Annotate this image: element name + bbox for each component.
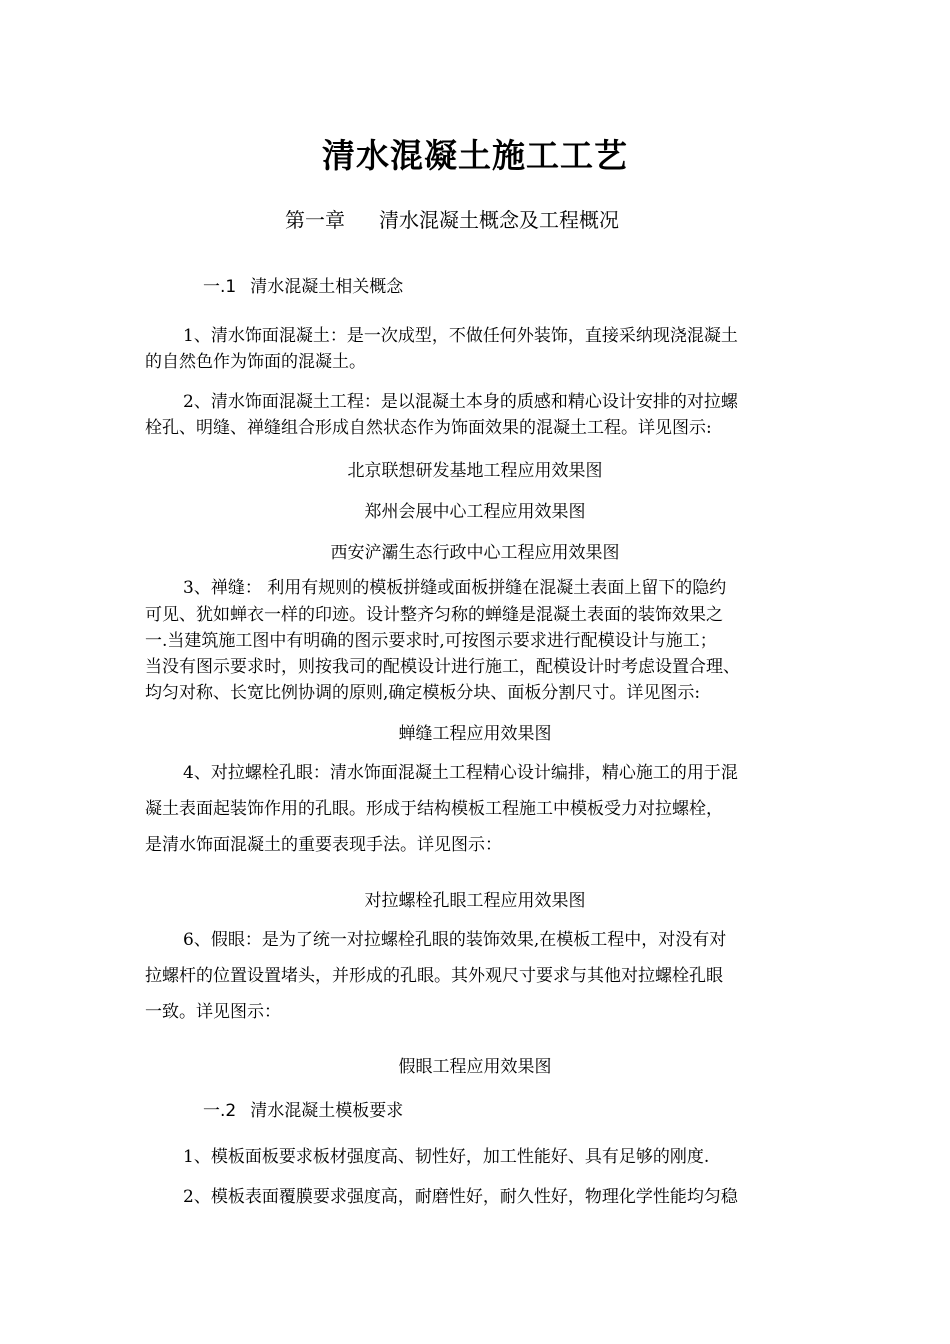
requirement-2: 2、模板表面覆膜要求强度高，耐磨性好，耐久性好，物理化学性能均匀稳 — [183, 1187, 738, 1207]
chapter-heading — [285, 204, 619, 233]
figure-caption-beijing: 北京联想研发基地工程应用效果图 — [347, 461, 603, 481]
paragraph-3-line-1: 3、禅缝： 利用有规则的模板拼缝或面板拼缝在混凝土表面上留下的隐约 — [183, 578, 727, 598]
figure-caption-fake-eye: 假眼工程应用效果图 — [398, 1057, 552, 1077]
paragraph-1-line-1: 1、清水饰面混凝土：是一次成型，不做任何外装饰，直接采纳现浇混凝土 — [183, 326, 738, 346]
paragraph-3-line-4: 当没有图示要求时，则按我司的配模设计进行施工，配模设计时考虑设置合理、 — [145, 657, 740, 677]
figure-caption-chanfeng: 蝉缝工程应用效果图 — [398, 724, 552, 744]
paragraph-6-line-1: 6、假眼：是为了统一对拉螺栓孔眼的装饰效果,在模板工程中，对没有对 — [183, 930, 727, 950]
section-heading-2 — [203, 1096, 403, 1121]
requirement-1: 1、模板面板要求板材强度高、韧性好，加工性能好、具有足够的刚度. — [183, 1147, 710, 1167]
chapter-name: 清水混凝土概念及工程概况 — [379, 208, 619, 232]
paragraph-3-line-2: 可见、犹如蝉衣一样的印迹。设计整齐匀称的蝉缝是混凝土表面的装饰效果之 — [145, 605, 723, 625]
paragraph-2-line-2: 栓孔、明缝、禅缝组合形成自然状态作为饰面效果的混凝土工程。详见图示: — [145, 418, 712, 438]
paragraph-4-line-1: 4、对拉螺栓孔眼：清水饰面混凝土工程精心设计编排，精心施工的用于混 — [183, 763, 738, 783]
section-number: 一.2 — [203, 1101, 237, 1121]
paragraph-4-line-2: 凝土表面起装饰作用的孔眼。形成于结构模板工程施工中模板受力对拉螺栓， — [145, 799, 723, 819]
section-heading-1 — [203, 272, 403, 297]
paragraph-6-line-2: 拉螺杆的位置设置堵头，并形成的孔眼。其外观尺寸要求与其他对拉螺栓孔眼 — [145, 966, 723, 986]
figure-caption-zhengzhou: 郑州会展中心工程应用效果图 — [364, 502, 586, 522]
paragraph-6-line-3: 一致。详见图示： — [145, 1002, 281, 1022]
paragraph-2-line-1: 2、清水饰面混凝土工程：是以混凝土本身的质感和精心设计安排的对拉螺 — [183, 392, 738, 412]
section-number: 一.1 — [203, 277, 237, 297]
paragraph-1-line-2: 的自然色作为饰面的混凝土。 — [145, 352, 366, 372]
figure-caption-bolt-hole: 对拉螺栓孔眼工程应用效果图 — [364, 891, 586, 911]
chapter-number: 第一章 — [285, 208, 345, 232]
paragraph-4-line-3: 是清水饰面混凝土的重要表现手法。详见图示： — [145, 835, 502, 855]
paragraph-3-line-5: 均匀对称、长宽比例协调的原则,确定模板分块、面板分割尺寸。详见图示: — [145, 683, 701, 703]
section-name: 清水混凝土相关概念 — [250, 277, 404, 297]
document-title: 清水混凝土施工工艺 — [322, 136, 628, 175]
paragraph-3-line-3: 一.当建筑施工图中有明确的图示要求时,可按图示要求进行配模设计与施工； — [145, 631, 717, 651]
figure-caption-xian: 西安浐灞生态行政中心工程应用效果图 — [330, 543, 620, 563]
section-name: 清水混凝土模板要求 — [250, 1101, 404, 1121]
